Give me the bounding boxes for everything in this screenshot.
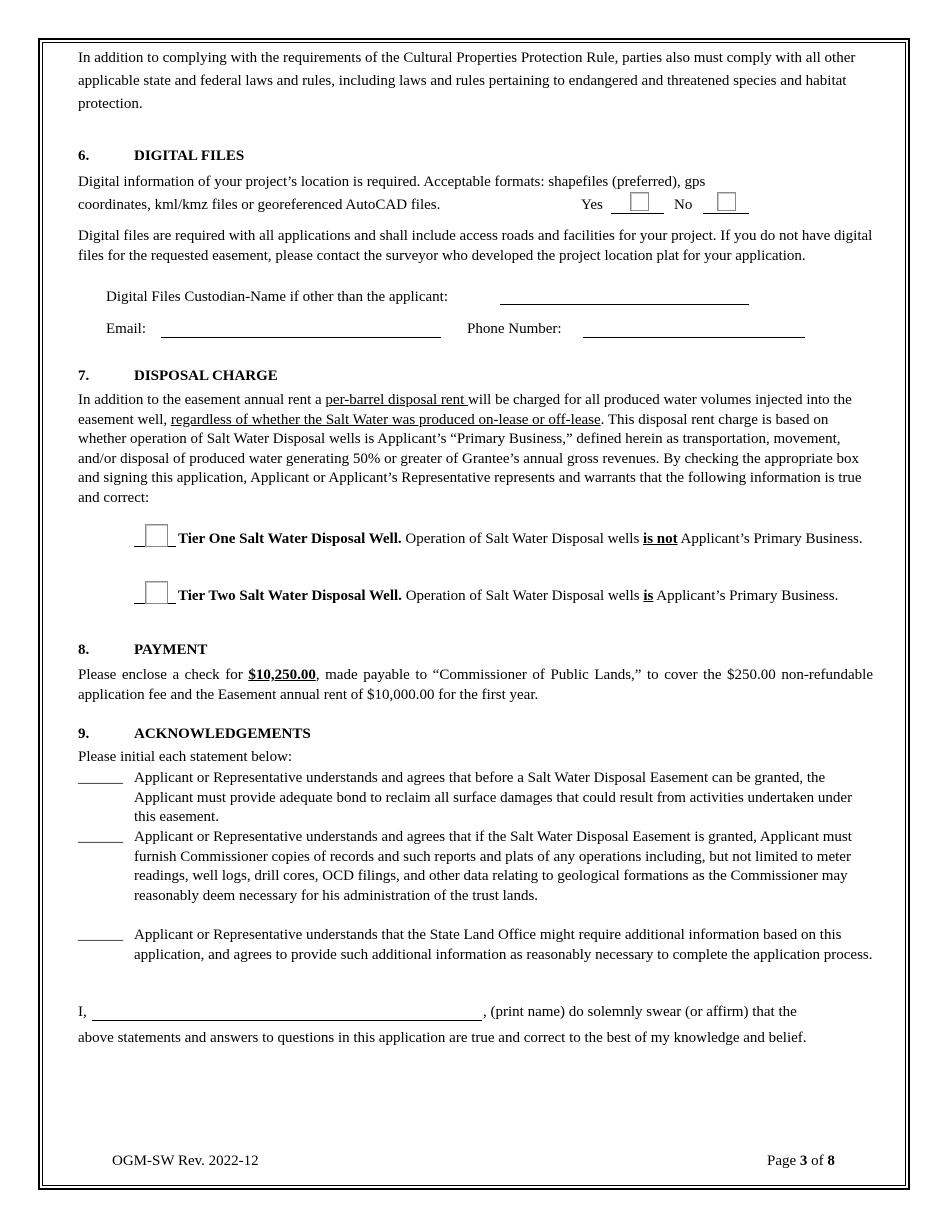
- digital-files-line1: Digital information of your project’s location is required. Acceptable formats: shapefiles (preferred), gps: [78, 174, 706, 190]
- ack-initial-blank[interactable]: ______: [78, 770, 123, 786]
- no-label: No: [674, 197, 693, 213]
- ack-item-text: Applicant or Representative understands that the State Land Office might require additional information based on this application, and agrees to provide such additional information as reasonably necessary to complete the application process.: [134, 927, 873, 963]
- disposal-text-underline-1: per-barrel disposal rent: [325, 392, 468, 408]
- section-8-number: 8.: [78, 642, 90, 658]
- page-total: 8: [827, 1153, 835, 1169]
- disposal-text-end: . This disposal rent charge is based on whether operation of Salt Water Disposal wells is Applicant’s “Primary Business,” defined herein as transportation, movement, and/or disposal of produced water generating 50% or greater of Grantee’s annual gross revenues. By checking the appropriate box and signing this application, Applicant or Applicant’s Representative represents and warrants that the following information is true and correct:: [78, 411, 862, 506]
- yes-underline: [611, 213, 664, 214]
- custodian-label: Digital Files Custodian-Name if other than the applicant:: [106, 289, 449, 305]
- custodian-input-line[interactable]: [500, 304, 749, 305]
- payment-paragraph: [78, 666, 873, 705]
- ack-initial-blank[interactable]: ______: [78, 927, 123, 943]
- disposal-text-start: In addition to the easement annual rent a: [78, 392, 326, 408]
- oath-suffix: , (print name) do solemnly swear (or affirm) that the: [483, 1004, 797, 1020]
- disposal-charge-paragraph: [78, 391, 873, 508]
- section-8-heading: PAYMENT: [134, 642, 208, 658]
- intro-paragraph: In addition to complying with the requirements of the Cultural Properties Protection Rule, parties also must comply with all other applicable state and federal laws and rules, including laws and rules pertaining to endangered and threatened species and habitat protection.: [78, 50, 856, 112]
- tier-one-text-b: Applicant’s Primary Business.: [677, 531, 863, 547]
- oath-prefix: I,: [78, 1004, 87, 1020]
- yes-label: Yes: [581, 197, 603, 213]
- ack-initial-blank[interactable]: ______: [78, 829, 123, 845]
- disposal-text-mid: will be charged for all produced water volumes injected into the easement well,: [78, 392, 852, 428]
- ack-item: [78, 769, 873, 828]
- page-of: of: [807, 1153, 828, 1169]
- ack-instruction: Please initial each statement below:: [78, 749, 293, 765]
- page-number: [767, 1153, 835, 1170]
- email-label: Email:: [106, 321, 146, 337]
- tier-two-text-a: Operation of Salt Water Disposal wells: [401, 588, 644, 604]
- payment-text-end: , made payable to “Commissioner of Public Lands,” to cover the $250.00 non-refundable application fee and the Easement annual rent of $10,000.00 for the first year.: [78, 667, 874, 703]
- no-underline: [703, 213, 749, 214]
- section-9-number: 9.: [78, 726, 90, 742]
- page-word: Page: [767, 1153, 800, 1169]
- tier-two-title: Tier Two Salt Water Disposal Well.: [178, 588, 402, 604]
- ack-item: [78, 828, 873, 906]
- phone-label: Phone Number:: [467, 321, 562, 337]
- section-7-heading: DISPOSAL CHARGE: [134, 368, 278, 384]
- section-9-heading: ACKNOWLEDGEMENTS: [134, 726, 311, 742]
- payment-text-start: Please enclose a check for: [78, 667, 249, 683]
- form-id: OGM-SW Rev. 2022-12: [112, 1153, 259, 1169]
- ack-item-text: Applicant or Representative understands and agrees that before a Salt Water Disposal Easement can be granted, the Applicant must provide adequate bond to reclaim all surface damages that could result from activities undertaken under this easement.: [134, 770, 853, 825]
- tier-two-text: [134, 586, 864, 606]
- ack-item: [78, 926, 873, 965]
- disposal-text-underline-2: regardless of whether the Salt Water was produced on-lease or off-lease: [170, 411, 601, 428]
- section-7-number: 7.: [78, 368, 90, 384]
- tier-one-emphasis: is not: [643, 531, 678, 547]
- tier-one-text-a: Operation of Salt Water Disposal wells: [401, 531, 644, 547]
- print-name-line[interactable]: [92, 1020, 482, 1021]
- no-checkbox[interactable]: [717, 192, 736, 211]
- page-current: 3: [799, 1153, 808, 1169]
- section-6-heading: DIGITAL FILES: [134, 148, 245, 164]
- tier-one-text: [134, 529, 864, 549]
- digital-files-paragraph: Digital files are required with all applications and shall include access roads and facilities for your project. If you do not have digital files for the requested easement, please contact the surveyor who developed the project location plat for your application.: [78, 228, 873, 264]
- phone-input-line[interactable]: [583, 337, 805, 338]
- tier-two-text-b: Applicant’s Primary Business.: [653, 588, 839, 604]
- tier-one-title: Tier One Salt Water Disposal Well.: [178, 531, 402, 547]
- oath-rest: above statements and answers to questions in this application are true and correct to the best of my knowledge and belief.: [78, 1030, 807, 1046]
- digital-files-line2: coordinates, kml/kmz files or georeferenced AutoCAD files.: [78, 197, 441, 213]
- payment-amount: $10,250.00: [248, 667, 316, 683]
- yes-checkbox[interactable]: [630, 192, 649, 211]
- tier-two-emphasis: is: [643, 588, 654, 604]
- email-input-line[interactable]: [161, 337, 441, 338]
- section-6-number: 6.: [78, 148, 90, 164]
- ack-item-text: Applicant or Representative understands and agrees that if the Salt Water Disposal Easement is granted, Applicant must furnish Commissioner copies of records and such reports and plats of any operations including, but not limited to meter readings, well logs, drill cores, OCD filings, and other data relating to geological formations as the Commissioner may reasonably deem necessary for his administration of the trust lands.: [134, 829, 852, 904]
